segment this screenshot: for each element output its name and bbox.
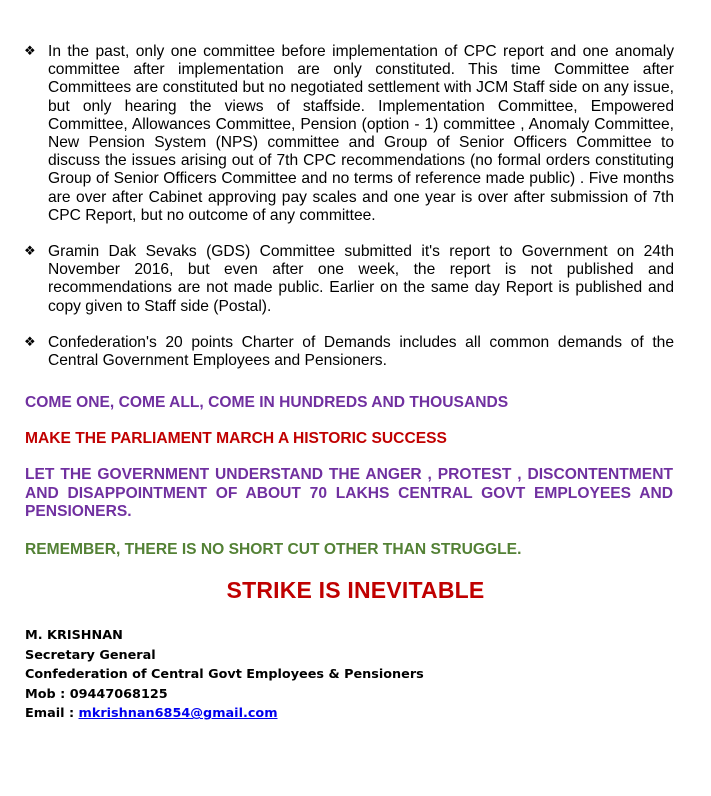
- slogan-block-government: [25, 466, 673, 522]
- mobile-label: Mob :: [25, 686, 70, 702]
- diamond-bullet-icon: ❖: [24, 244, 36, 260]
- email-link[interactable]: mkrishnan6854@gmail.com: [78, 706, 278, 722]
- slogan-parliament-march: MAKE THE PARLIAMENT MARCH A HISTORIC SUCCESS: [25, 430, 447, 447]
- bullet-item-charter: [24, 334, 674, 370]
- slogan-come-all: COME ONE, COME ALL, COME IN HUNDREDS AND THOUSANDS: [25, 394, 509, 411]
- bullet-item-committees: [24, 43, 674, 225]
- headline-strike: STRIKE IS INEVITABLE: [226, 577, 485, 603]
- signature-block: [25, 626, 525, 724]
- slogan-government-understand: LET THE GOVERNMENT UNDERSTAND THE ANGER , PROTEST , DISCONTENTMENT AND DISAPPOINTMENT OF ABOUT 70 LAKHS CENTRAL GOVT EMPLOYEES AND PENSIONERS.: [25, 466, 673, 521]
- signature-organization: Confederation of Central Govt Employees & Pensioners: [25, 667, 424, 683]
- signature-mobile-line: [25, 685, 525, 705]
- diamond-bullet-icon: ❖: [24, 334, 36, 350]
- slogan-block-come-all: [25, 394, 673, 413]
- bullet-text: Confederation's 20 points Charter of Demands includes all common demands of the Central Government Employees and Pensioners.: [48, 333, 674, 370]
- bullet-text: Gramin Dak Sevaks (GDS) Committee submitted it's report to Government on 24th November 2016, but even after one week, the report is not published and recommendations are not made public. Earlier on the same day Report is published and copy given to Staff side (Postal).: [48, 243, 674, 315]
- bullet-item-gds: [24, 243, 674, 316]
- mobile-number: 09447068125: [69, 686, 168, 702]
- signature-email-line: [25, 704, 525, 724]
- bullet-list: [24, 43, 674, 388]
- signature-title: Secretary General: [25, 647, 156, 663]
- diamond-bullet-icon: ❖: [24, 44, 36, 59]
- slogan-block-remember: [25, 541, 673, 560]
- slogan-remember: REMEMBER, THERE IS NO SHORT CUT OTHER THAN STRUGGLE.: [25, 541, 522, 558]
- signature-name: M. KRISHNAN: [25, 628, 123, 643]
- email-label: Email :: [25, 706, 79, 722]
- bullet-text: In the past, only one committee before implementation of CPC report and one anomaly committee after implementation are only constituted. This time Committee after Committees are constituted but no negotiated settlement with JCM Staff side on any issue, but only hearing the views of staffside. Implementation Committee, Empowered Committee, Allowances Committee, Pension (option - 1) committee , Anomaly Committee, New Pension System (NPS) committee and Group of Senior Officers Committee to discuss the issues arising out of 7th CPC recommendations (no formal orders constituting Group of Senior Officers Committee and no terms of reference made public) . Five months are over after Cabinet approving pay scales and one year is over after submission of 7th CPC Report, but no outcome of any committee.: [48, 43, 674, 224]
- slogan-block-parliament: [25, 430, 673, 449]
